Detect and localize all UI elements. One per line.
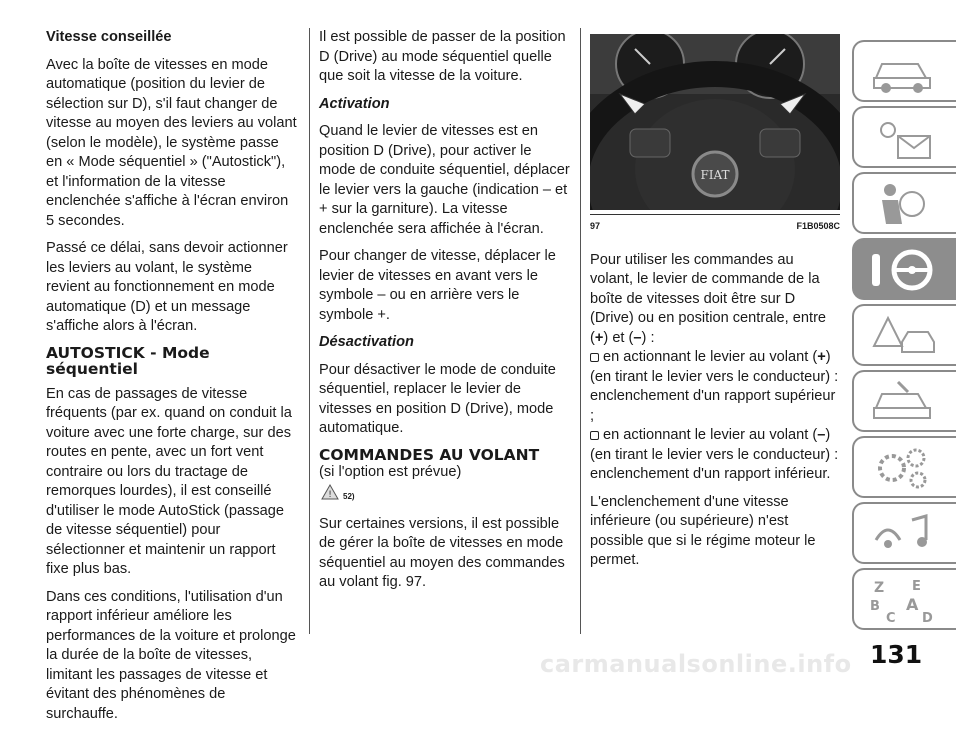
tab-maintenance[interactable]: [852, 370, 956, 432]
tab-dashboard-lights[interactable]: [852, 106, 956, 168]
column-right: [590, 34, 840, 579]
svg-text:C: C: [886, 611, 896, 624]
alphabetical-index-icon: [868, 576, 938, 624]
checkbox-bullet-icon: [590, 353, 599, 362]
paragraph: L'enclenchement d'une vitesse inférieure (ou supérieure) n'est possible que si le régime moteur le permet.: [590, 493, 816, 568]
paragraph: Sur certaines versions, il est possible de gérer la boîte de vitesses en mode séquentiel au moyen des commandes au volant fig. 97.: [319, 515, 565, 590]
warning-lights-icon: [868, 114, 938, 162]
warning-triangle-icon: [321, 484, 339, 507]
svg-text:Z: Z: [874, 580, 885, 596]
tab-driving[interactable]: [852, 238, 956, 300]
paragraph: Pour changer de vitesse, déplacer le levier de vitesses en avant vers le symbole – ou en arrière vers le symbole +.: [319, 248, 556, 323]
figure-caption: [590, 214, 840, 237]
watermark: carmanualsonline.info: [540, 650, 852, 678]
road-warning-icon: [868, 312, 938, 360]
paragraph: Dans ces conditions, l'utilisation d'un rapport inférieur améliore les performances de la voiture et prolonge la durée de la boîte de vitesses, limitant les passages de vitesse et évitant des phénomènes de surchauffe.: [46, 588, 296, 722]
svg-text:A: A: [906, 595, 919, 614]
section-heading-steering-controls: COMMANDES AU VOLANT: [319, 445, 540, 464]
paragraph: Avec la boîte de vitesses en mode automatique (position du levier de sélection sur D), s'il faut changer de vitesse au moyen des leviers au volant (selon le modèle), le système passe en « Mode séquentiel » ("Autostick"), et l'information de la vitesse enclenchée s'affiche à l'écran environ 5 secondes.: [46, 56, 297, 229]
airbag-icon: [868, 180, 938, 228]
paragraph: Quand le levier de vitesses est en position D (Drive), pour activer le mode de conduite séquentiel, déplacer le levier vers la gauche (indication – et + sur la garniture). La vitesse enclenchée sera affichée à l'écran.: [319, 123, 570, 237]
tab-index[interactable]: [852, 568, 956, 630]
figure-code: F1B0508C: [796, 221, 840, 231]
subheading-deactivation: Désactivation: [319, 334, 414, 350]
column-middle: [319, 28, 571, 601]
subheading-activation: Activation: [319, 95, 390, 112]
tab-technical-data[interactable]: [852, 436, 956, 498]
column-divider: [580, 28, 581, 634]
page-number: 131: [870, 640, 923, 669]
option-note: (si l'option est prévue): [319, 463, 462, 480]
section-heading-autostick: AUTOSTICK - Mode séquentiel: [46, 343, 210, 378]
svg-text:B: B: [870, 599, 880, 614]
car-service-icon: [868, 378, 938, 426]
figure-number: 97: [590, 221, 601, 231]
warning-ref-number: 52): [343, 492, 355, 501]
steering-wheel-image: [590, 34, 840, 210]
paragraph: Pour utiliser les commandes au volant, le levier de commande de la boîte de vitesses doit être sur D (Drive) ou en position centrale, entre (+) et (–) : en actionnant le levier au volant (+) (en tirant le levier vers le conducteur) : enclenchement d'un rapport supérieur ; en actionnant le levier au volant (–) (en tirant le levier vers le conducteur) : enclenchement d'un rapport inférieur.: [590, 251, 839, 482]
gears-icon: [868, 444, 938, 492]
svg-text:E: E: [912, 579, 921, 594]
car-icon: [868, 48, 938, 96]
warning-reference: [321, 484, 571, 507]
paragraph: Il est possible de passer de la position D (Drive) au mode séquentiel quelle que soit la vitesse de la voiture.: [319, 29, 566, 84]
svg-text:D: D: [922, 611, 933, 624]
figure-steering-wheel-photo: [590, 34, 840, 210]
svg-text:FIAT: FIAT: [700, 168, 730, 182]
paragraph: Passé ce délai, sans devoir actionner les leviers au volant, le système revient au fonctionnement en mode automatique (D) et un message s'affiche alors à l'écran.: [46, 240, 288, 334]
column-left: [46, 28, 298, 732]
tab-vehicle[interactable]: [852, 40, 956, 102]
tab-emergency[interactable]: [852, 304, 956, 366]
tab-safety[interactable]: [852, 172, 956, 234]
tab-multimedia[interactable]: [852, 502, 956, 564]
multimedia-icon: [868, 510, 938, 558]
svg-text:!: !: [328, 490, 332, 500]
paragraph: En cas de passages de vitesse fréquents (par ex. quand on conduit la voiture avec une forte charge, sur des routes en pente, avec un fort vent contraire ou lors du tractage de remorques lourdes), il est conseillé d'utiliser le mode AutoStick (passage de vitesse séquentiel) pour sélectionner et maintenir un rapport fixe plus bas.: [46, 385, 292, 577]
key-steering-wheel-icon: [868, 246, 938, 294]
column-divider: [309, 28, 310, 634]
section-heading-recommended-gear: Vitesse conseillée: [46, 29, 172, 45]
paragraph: Pour désactiver le mode de conduite séquentiel, replacer le levier de vitesses en position D (Drive), mode automatique.: [319, 361, 556, 436]
checkbox-bullet-icon: [590, 431, 599, 440]
